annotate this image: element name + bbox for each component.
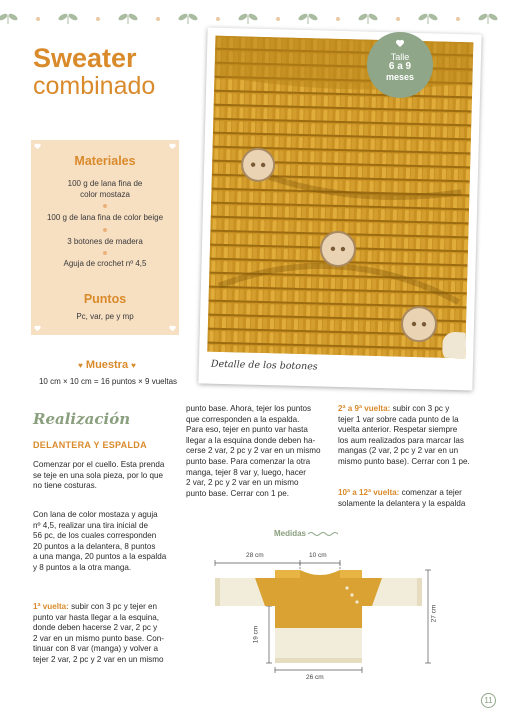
size-badge [367,32,433,98]
heart-icon: ♥ [78,361,83,370]
size-unit: meses [385,72,415,82]
sweater-photo [207,36,473,359]
sweater-measurement-diagram [210,548,450,693]
instructions-col3-p1: 2ª a 9ª vuelta: subir con 3 pc y tejer 1 var sobre cada punto de la vuelta anterior. Respetar siempre los aum realizados para marcar las mangas (2 var, 2 pc y 2 var en un mismo punto base). Cerrar con 1 pe. [338,404,470,466]
separator-dot [103,204,107,208]
sample-value: 10 cm × 10 cm = 16 puntos × 9 vueltas [38,377,178,386]
sweater-diagram-icon [210,548,450,688]
button-icon [321,232,356,267]
instructions-col3-p2: 10ª a 12ª vuelta: comenzar a tejer solamente la delantera y la espalda [338,488,466,508]
instructions-heading: Realización [33,410,131,428]
instructions-col2-p1: punto base. Ahora, tejer los puntos que corresponden a la espalda. Para eso, tejer en punto var hasta llegar a la esquina donde deben ha- cerse 2 var, 2 pc y 2 var en un mismo punto base. Para comenzar la otra manga, tejer 8 var y, luego, hacer 2 var, 2 pc y 2 var en un mismo punto base. Cerrar con 1 pe. [186,404,321,498]
stitches-list: Pc, var, pe y mp [76,312,134,321]
separator-dot [103,251,107,255]
crochet-texture-image [207,36,473,359]
leaf-garland-icon [0,8,510,30]
instructions-col1-p1: Comenzar por el cuello. Esta prenda se teje en una sola pieza, por lo que no tiene costuras. [33,460,165,491]
dimension-total-height: 27 cm [430,604,438,623]
title-line-2: combinado [33,72,156,100]
instructions-col1-p3: 1ª vuelta: subir con 3 pc y tejer en punto var hasta llegar a la esquina, donde deben hacerse 2 var, 2 pc y 2 var en un mismo punto base. Con- tinuar con 8 var (manga) y volver a tejer 2 var, 2 pc y 2 var en un mismo [33,602,164,664]
wave-icon [308,531,338,537]
materials-heading: Materiales [74,154,136,168]
photo-frame [198,27,481,390]
material-item: 100 g de lana fina de color beige [46,213,164,222]
dimension-body-width: 26 cm [306,674,324,681]
sample-heading: ♥ Muestra ♥ [78,359,136,371]
separator-dot [103,228,107,232]
material-item: 3 botones de madera [67,237,143,246]
size-value: 6 a 9 [388,61,412,72]
material-item: Aguja de crochet nº 4,5 [63,259,147,268]
dimension-top-width: 28 cm [246,552,264,559]
dimension-body-height: 19 cm [252,625,260,644]
page-number: 11 [481,693,496,708]
size-label: Talle [390,52,410,62]
instructions-col1-p2: Con lana de color mostaza y aguja nº 4,5, realizar una tira inicial de 56 pc, de los cuales corresponden 20 puntos a la delantera, 8 puntos a una manga, 20 puntos a la espalda y 8 puntos a la otra manga. [33,510,167,572]
heart-icon [395,39,405,48]
material-item: 100 g de lana fina de color mostaza [67,179,143,199]
materials-panel [31,140,179,335]
button-icon [242,148,275,181]
page-title [33,44,155,100]
heart-icon [169,325,176,332]
dimension-neck-width: 10 cm [309,552,327,559]
heart-icon [34,325,41,332]
title-line-1: Sweater [33,43,137,73]
heart-icon: ♥ [131,361,136,370]
measurements-heading: Medidas [274,529,338,538]
leaf-border-top [0,8,510,30]
instructions-subheading: DELANTERA Y ESPALDA [33,440,147,450]
stitches-heading: Puntos [83,292,127,306]
button-icon [402,307,437,342]
heart-icon [34,143,41,150]
heart-icon [169,143,176,150]
photo-caption: Detalle de los botones [210,358,318,373]
